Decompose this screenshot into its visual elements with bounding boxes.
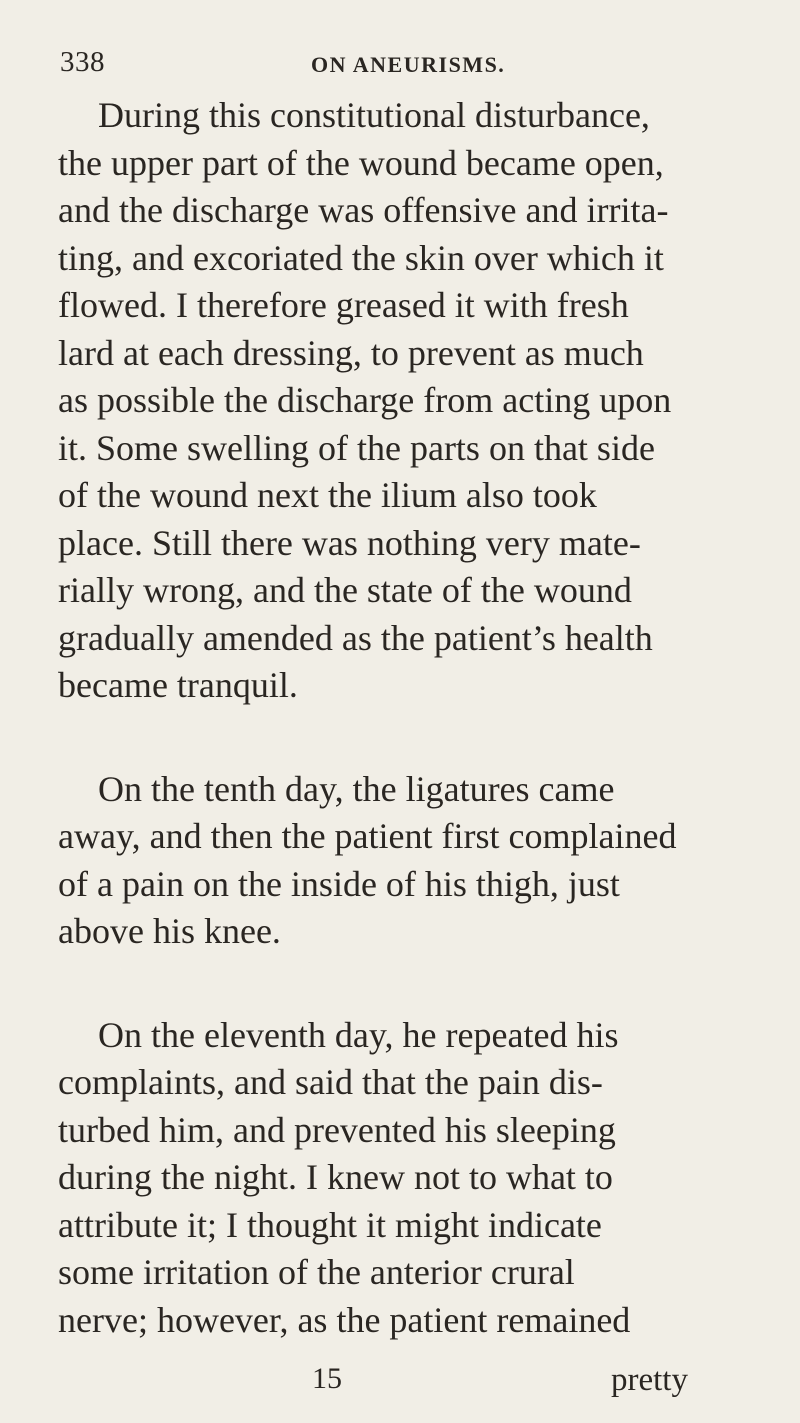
text-line: above his knee.: [58, 911, 281, 951]
catchword: pretty: [611, 1362, 688, 1398]
paragraph-constitutional-disturbance: [58, 92, 748, 710]
text-line: place. Still there was nothing very mate-: [58, 522, 641, 563]
text-line: gradually amended as the patient’s health: [58, 617, 653, 658]
text-line: turbed him, and prevented his sleeping: [58, 1109, 616, 1150]
catchline: [0, 1362, 800, 1402]
text-line: attribute it; I thought it might indicate: [58, 1204, 602, 1245]
text-line: it. Some swelling of the parts on that side: [58, 427, 655, 468]
running-title: ON ANEURISMS.: [311, 52, 506, 77]
body-text: [58, 92, 748, 1344]
text-line: flowed. I therefore greased it with fresh: [58, 285, 629, 325]
text-line: nerve; however, as the patient remained: [58, 1299, 631, 1340]
page-number: 338: [60, 46, 105, 78]
text-line: became tranquil.: [58, 665, 298, 705]
text-line: lard at each dressing, to prevent as much: [58, 332, 644, 373]
text-line: away, and then the patient first complained: [58, 816, 677, 856]
paragraph-gap: [58, 710, 748, 766]
running-head: [60, 46, 740, 86]
text-line: On the tenth day, the ligatures came: [98, 768, 615, 809]
text-line: ting, and excoriated the skin over which it: [58, 237, 664, 278]
text-line: of a pain on the inside of his thigh, just: [58, 863, 620, 904]
text-line: complaints, and said that the pain dis-: [58, 1062, 603, 1102]
text-line: of the wound next the ilium also took: [58, 475, 597, 515]
paragraph-gap: [58, 956, 748, 1012]
text-line: as possible the discharge from acting upon: [58, 380, 672, 420]
text-line: During this constitutional disturbance,: [98, 95, 650, 135]
signature-mark: 15: [312, 1362, 342, 1395]
text-line: the upper part of the wound became open,: [58, 142, 664, 183]
text-line: and the discharge was offensive and irrita-: [58, 190, 669, 230]
text-line: On the eleventh day, he repeated his: [98, 1014, 619, 1055]
paragraph-tenth-day: [58, 766, 748, 956]
text-line: during the night. I knew not to what to: [58, 1157, 613, 1197]
paragraph-eleventh-day: [58, 1012, 748, 1345]
text-line: some irritation of the anterior crural: [58, 1252, 575, 1292]
text-line: rially wrong, and the state of the wound: [58, 570, 632, 610]
